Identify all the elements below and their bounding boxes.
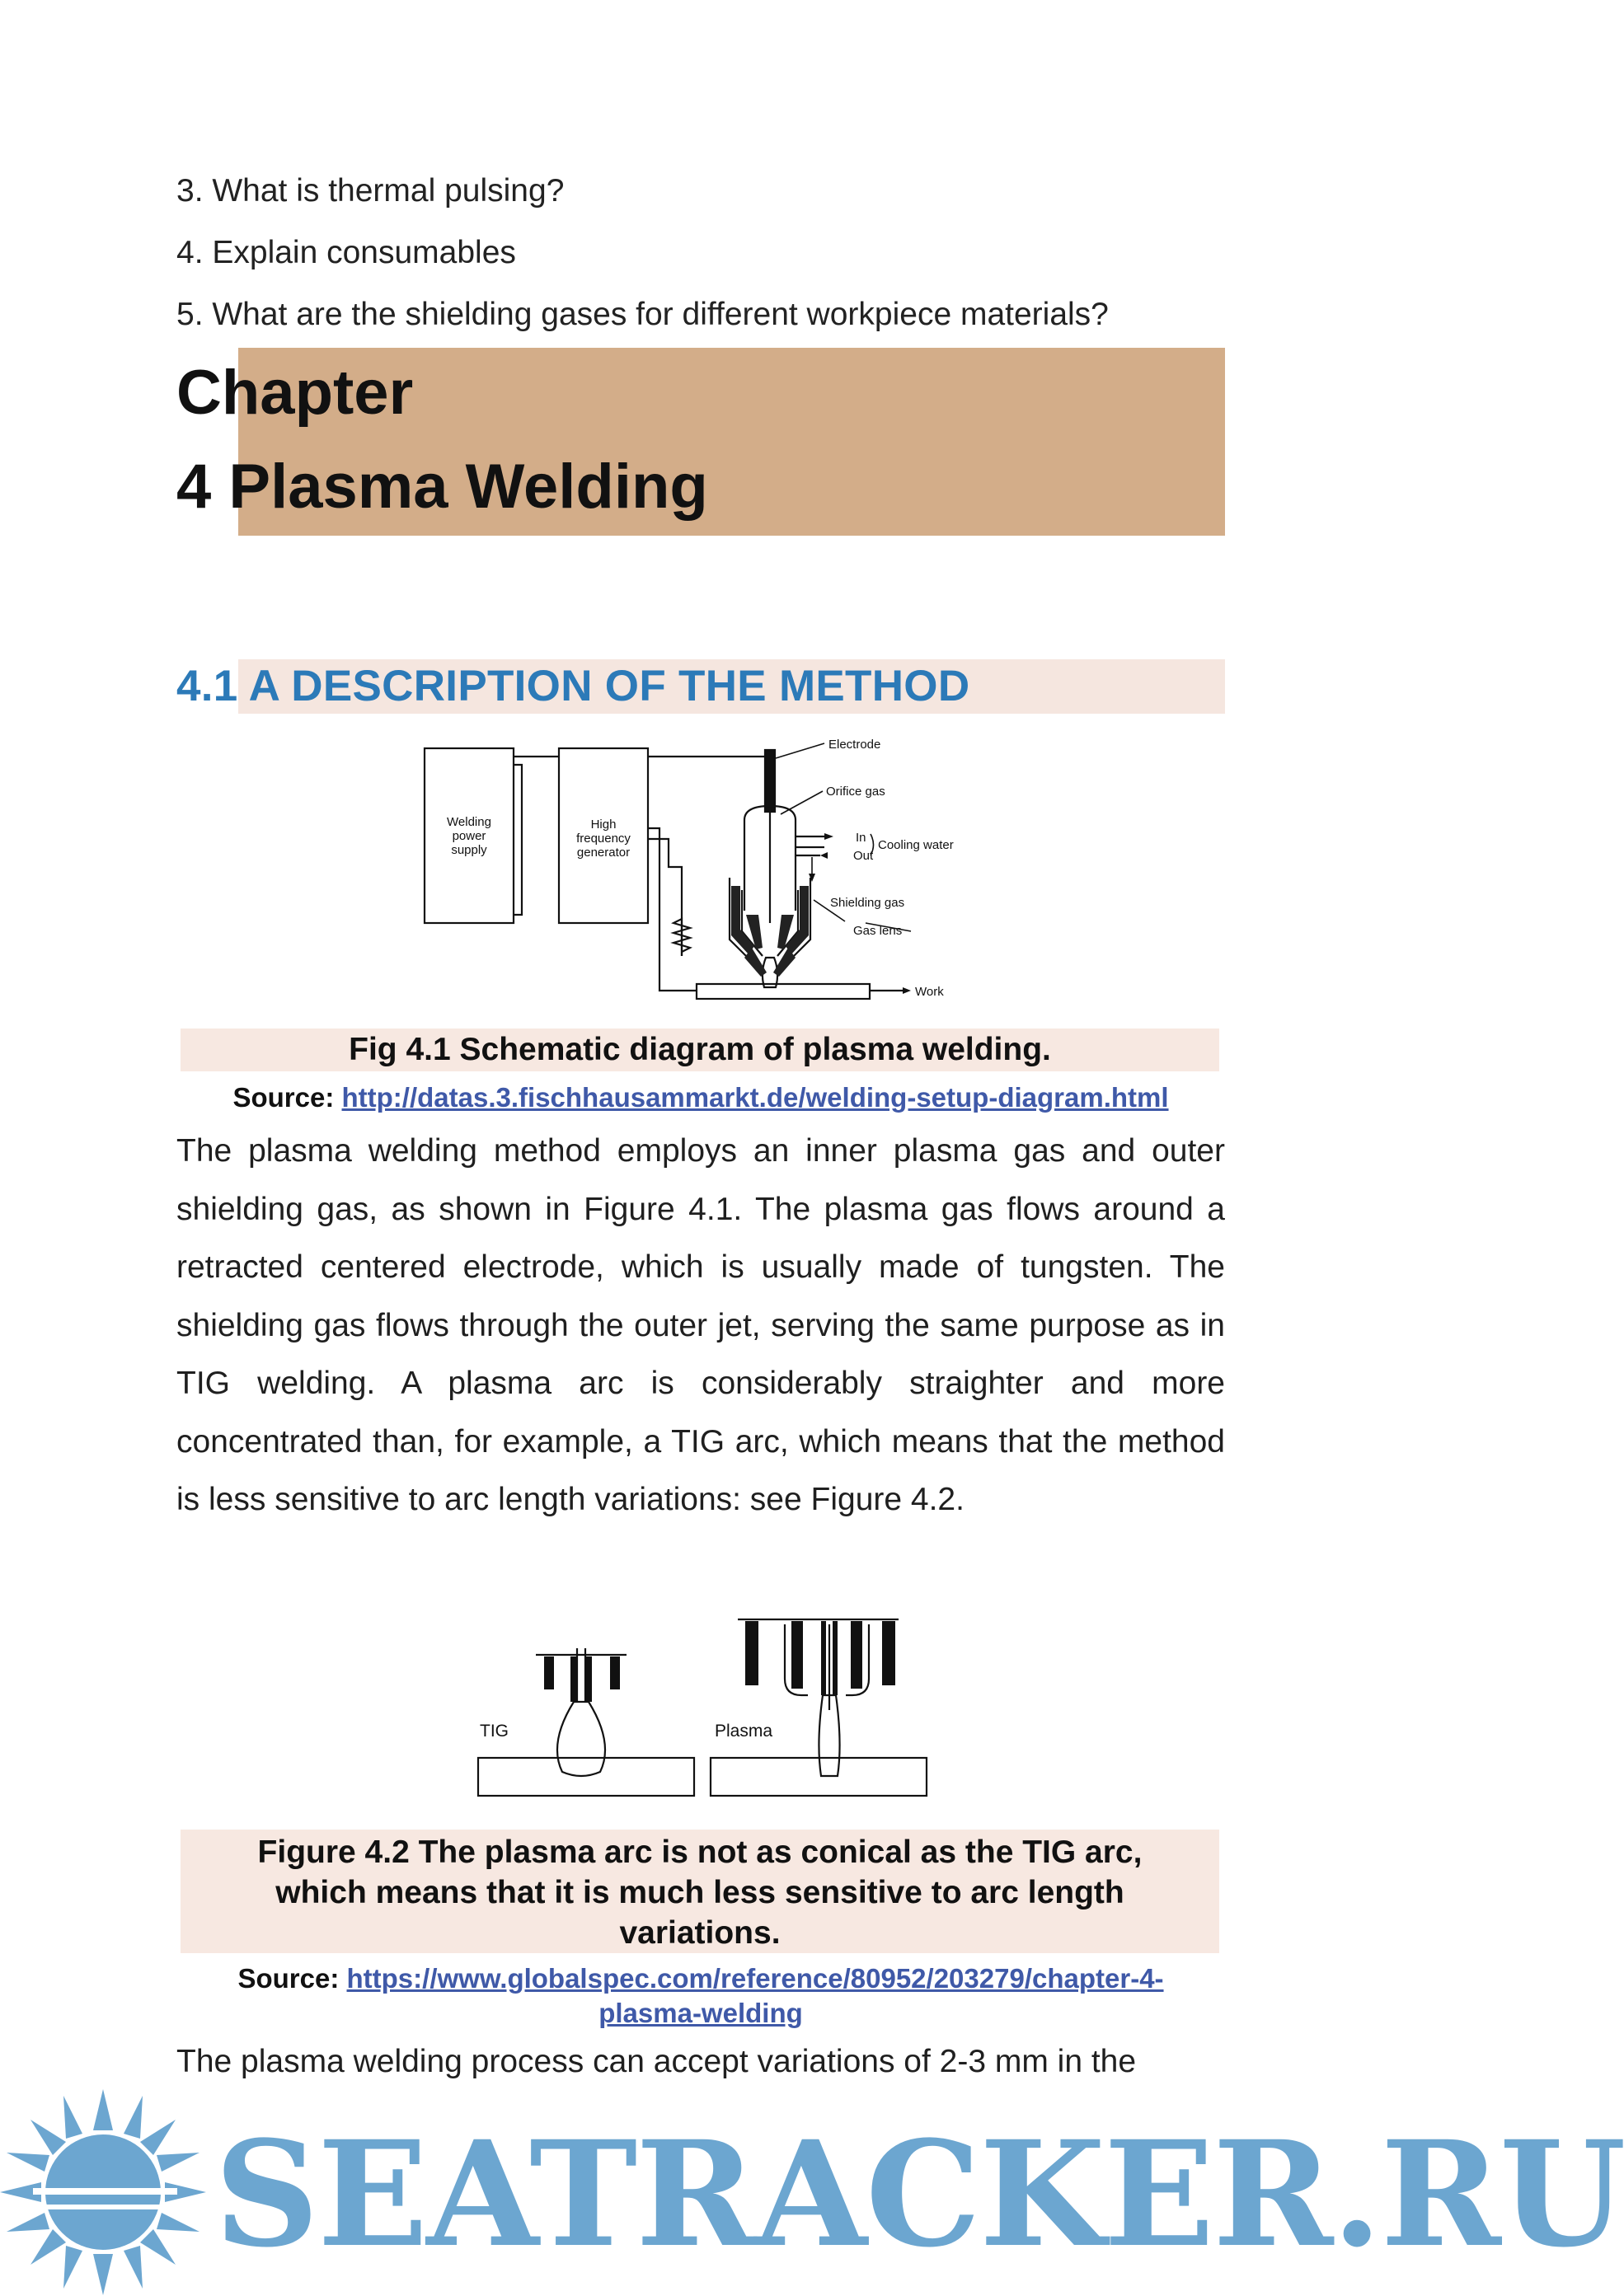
figure-4-2-caption-line-3: variations. (619, 1915, 781, 1951)
figure-4-1-caption: Fig 4.1 Schematic diagram of plasma welding. (349, 1032, 1051, 1067)
question-5: 5. What are the shielding gases for different workpiece materials? (176, 297, 1109, 332)
tig-label: TIG (480, 1722, 509, 1741)
figure-4-2-caption-line-2: which means that it is much less sensitive to arc length (275, 1875, 1124, 1910)
hf-generator-label-3: generator (576, 846, 631, 860)
power-supply-label-3: supply (451, 843, 487, 857)
work-label: Work (915, 985, 944, 999)
source-label: Source: (232, 1082, 335, 1113)
power-supply-label-1: Welding (447, 815, 491, 829)
figure-4-2-diagram (470, 1603, 932, 1809)
figure-4-1-source (176, 1080, 1225, 1116)
cooling-water-label: Cooling water (878, 838, 954, 852)
plasma-label: Plasma (715, 1722, 773, 1741)
gas-lens-label: Gas lens (853, 924, 903, 938)
orifice-gas-label: Orifice gas (826, 785, 885, 799)
body-paragraph-2: The plasma welding process can accept variations of 2-3 mm in the (176, 2044, 1137, 2079)
figure-4-1-source-link[interactable]: http://datas.3.fischhausammarkt.de/welding-setup-diagram.html (341, 1082, 1169, 1113)
tig-arc (557, 1702, 605, 1776)
power-supply-label-2: power (452, 829, 486, 843)
hf-generator-label-1: High (590, 818, 617, 832)
shielding-gas-label: Shielding gas (830, 896, 905, 910)
figure-4-2-source (176, 1961, 1225, 2031)
chapter-label: Chapter (176, 358, 414, 428)
electrode-label: Electrode (828, 738, 881, 752)
figure-4-2-caption (181, 1832, 1219, 1953)
chapter-title: 4 Plasma Welding (176, 452, 708, 522)
figure-4-2-source-link-line-2[interactable]: plasma-welding (598, 1998, 803, 2028)
body-paragraph-1: The plasma welding method employs an inner plasma gas and outer shielding gas, as shown in Figure 4.1. The plasma gas flows around a retracted centered electrode, which is usually made of tungsten. The shielding gas flows through the outer jet, serving the same purpose as in TIG welding. A plasma arc is considerably straighter and more concentrated than, for example, a TIG arc, which means that the method is less sensitive to arc length variations: see Figure 4.2. (176, 1133, 1225, 1517)
question-3: 3. What is thermal pulsing? (176, 173, 565, 209)
figure-4-2-source-link-line-1[interactable]: https://www.globalspec.com/reference/80952/203279/chapter-4- (346, 1963, 1164, 1994)
watermark-text: SEATRACKER.RU (214, 2109, 1624, 2280)
question-4: 4. Explain consumables (176, 235, 516, 270)
figure-4-1-schematic (416, 725, 1018, 1010)
tig-workpiece (478, 1758, 694, 1796)
source-label-2: Source: (237, 1963, 340, 1994)
out-label: Out (853, 849, 874, 863)
sunburst-watermark-icon (0, 2089, 214, 2296)
in-label: In (856, 831, 866, 845)
figure-4-2-caption-line-1: Figure 4.2 The plasma arc is not as conical as the TIG arc, (257, 1834, 1143, 1870)
plasma-workpiece (711, 1758, 927, 1796)
hf-generator-label-2: frequency (576, 832, 631, 846)
section-title: 4.1 A DESCRIPTION OF THE METHOD (176, 662, 970, 710)
work-piece (697, 984, 870, 999)
